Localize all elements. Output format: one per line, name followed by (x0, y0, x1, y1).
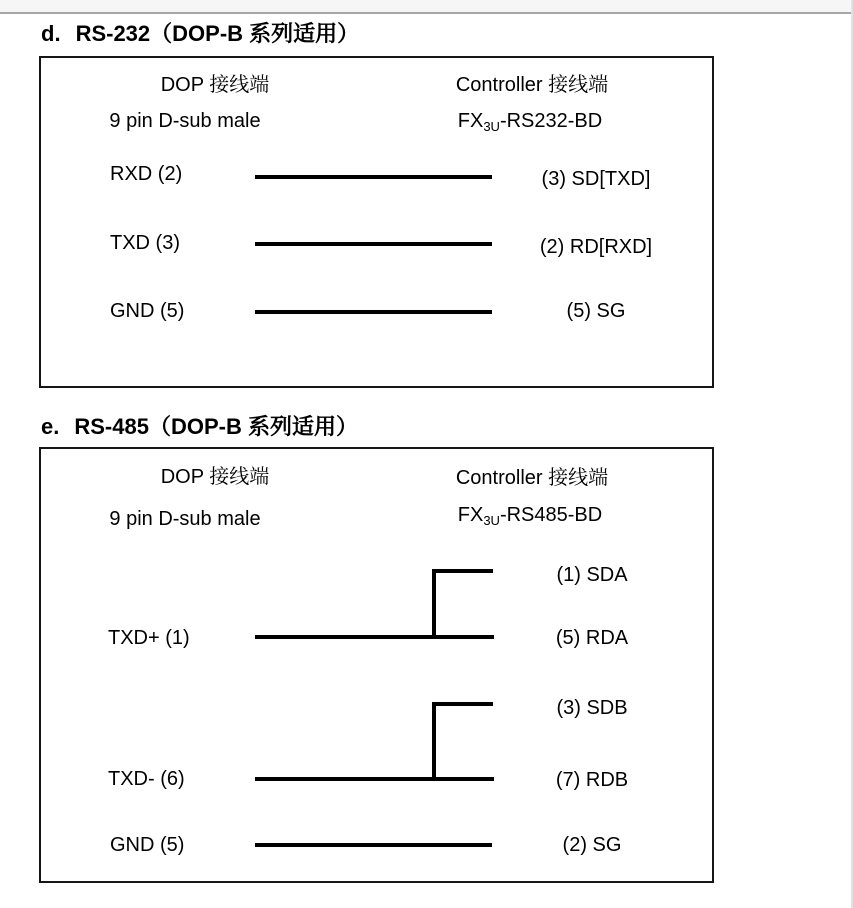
rs232-pin-rxd-label: RXD (2) (110, 163, 183, 185)
rs485-dop-terminal-header: DOP 接线端 (160, 466, 270, 488)
model-subscript: 3U (483, 119, 500, 134)
rs232-pin-sg-label: (5) SG (566, 300, 626, 322)
rs485-controller-terminal-header: Controller 接线端 (455, 467, 609, 489)
rs485-pin-sdb-label: (3) SDB (556, 697, 628, 719)
section-d-label: d. (41, 21, 61, 46)
rs232-controller-model: $FX_{3U}-RS232-BD$ (457, 110, 603, 134)
page-top-divider (0, 0, 853, 14)
model-subscript: 3U (483, 513, 500, 528)
rs485-controller-model: $FX_{3U}-RS485-BD$ (457, 504, 603, 528)
section-d-title (41, 21, 359, 47)
section-e-heading: RS-485（DOP-B 系列适用） (74, 414, 358, 439)
rs485-branch-sdb-rdb (432, 702, 436, 781)
rs232-dop-terminal-header: DOP 接线端 (160, 74, 270, 96)
rs485-wire-sda-stub (432, 569, 493, 573)
section-e-label: e. (41, 414, 60, 439)
rs485-pin-rdb-label: (7) RDB (555, 769, 629, 791)
rs232-diagram-box (39, 56, 714, 388)
rs485-dop-connector: 9 pin D-sub male (109, 508, 261, 530)
section-e-title (41, 414, 358, 440)
rs485-pin-rda-label: (5) RDA (555, 627, 629, 649)
section-d-heading: RS-232（DOP-B 系列适用） (75, 21, 360, 46)
rs485-pin-sda-label: (1) SDA (556, 564, 628, 586)
rs485-wire-rda (255, 635, 494, 639)
rs485-pin-gnd-label: GND (5) (110, 834, 185, 856)
rs485-branch-sda-rda (432, 569, 436, 639)
rs485-wire-sg (255, 843, 492, 847)
rs232-pin-sd-label: (3) SD[TXD] (541, 168, 651, 190)
rs485-wire-rdb (255, 777, 494, 781)
rs232-pin-txd-label: TXD (3) (110, 232, 180, 254)
rs232-pin-gnd-label: GND (5) (110, 300, 185, 322)
rs485-pin-txd-plus-label: TXD+ (1) (108, 627, 190, 649)
rs232-dop-connector: 9 pin D-sub male (109, 110, 261, 132)
rs232-wire-txd (255, 242, 492, 246)
rs485-pin-sg-label: (2) SG (562, 834, 622, 856)
rs232-controller-terminal-header: Controller 接线端 (455, 74, 609, 96)
rs485-diagram-box (39, 447, 714, 883)
rs485-wire-sdb-stub (432, 702, 493, 706)
rs485-pin-txd-minus-label: TXD- (6) (108, 768, 185, 790)
rs232-wire-gnd (255, 310, 492, 314)
rs232-wire-rxd (255, 175, 492, 179)
rs232-pin-rd-label: (2) RD[RXD] (539, 236, 653, 258)
